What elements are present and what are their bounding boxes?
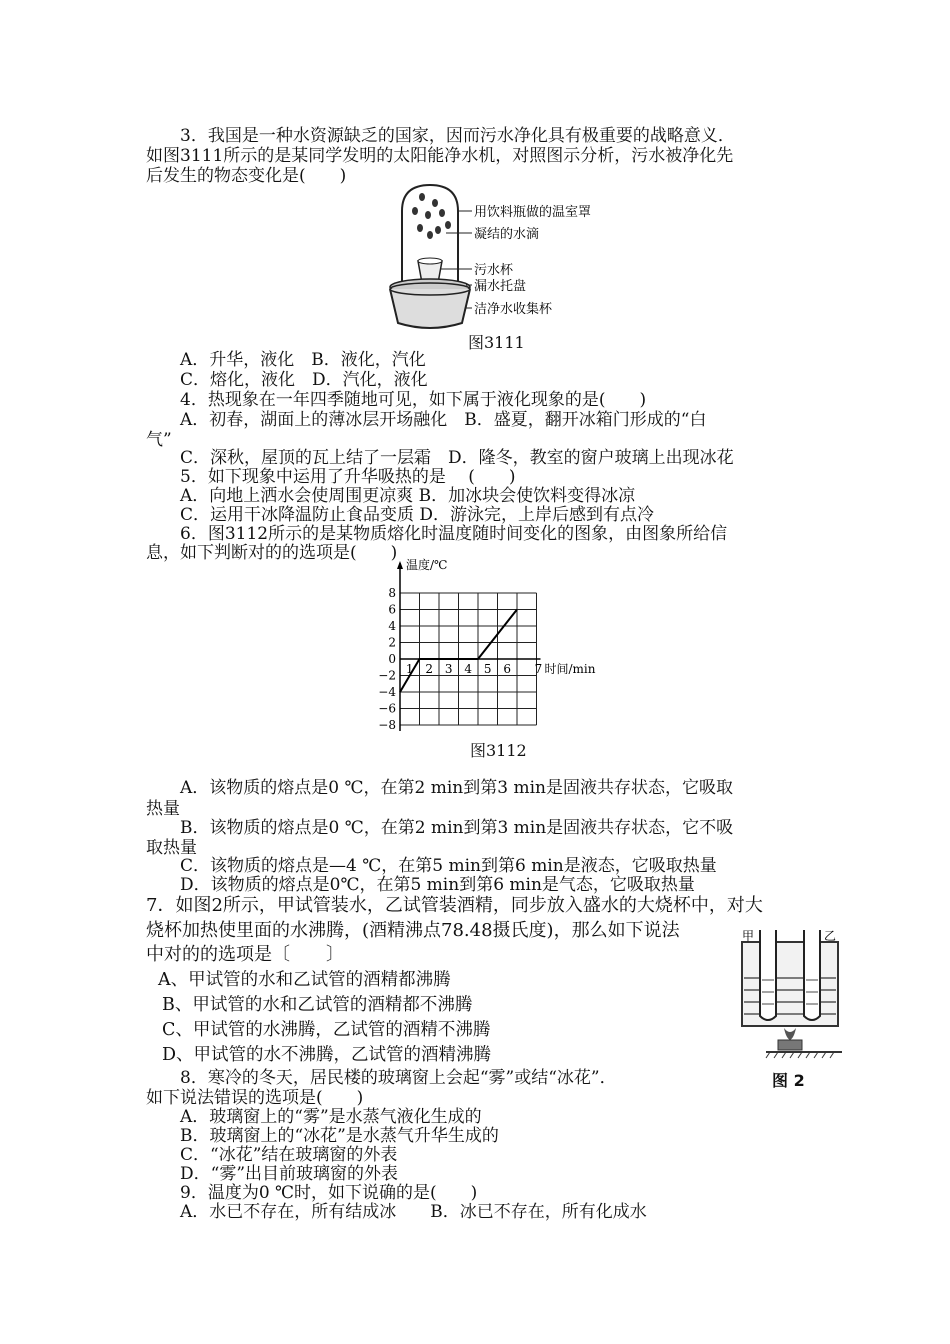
text-line: 中对的的选项是〔 〕 <box>146 944 344 965</box>
text-line: B、甲试管的水和乙试管的酒精都不沸腾 <box>162 995 473 1015</box>
burner <box>778 1040 802 1050</box>
label-greenhouse-cover: 用饮料瓶做的温室罩 <box>474 205 592 220</box>
text-line: 如图3111所示的是某同学发明的太阳能净水机，对照图示分析，污水被净化先 <box>146 146 734 166</box>
x-tick-label: 7 <box>534 662 543 676</box>
text-line: 6．图3112所示的是某物质熔化时温度随时间变化的图象，由图象所给信 <box>180 524 728 544</box>
y-tick-label: −8 <box>378 718 396 732</box>
label-water-droplets: 凝结的水滴 <box>474 227 540 242</box>
figure-3111 <box>380 183 610 348</box>
y-axis-title: 温度/℃ <box>406 558 448 572</box>
text-line: A．向地上洒水会使周围更凉爽 B．加冰块会使饮料变得冰凉 <box>180 486 636 506</box>
figure-2-caption: 图 2 <box>772 1071 805 1090</box>
figure-3112 <box>360 555 620 745</box>
text-line: 5．如下现象中运用了升华吸热的是 ( ) <box>180 467 516 487</box>
text-line: C．该物质的熔点是—4 ℃，在第5 min到第6 min是液态，它吸取热量 <box>180 856 717 876</box>
text-line: A．升华，液化 B．液化，汽化 <box>180 350 426 370</box>
text-line: 3．我国是一种水资源缺乏的国家，因而污水净化具有极重要的战略意义． <box>180 126 735 146</box>
x-tick-label: 3 <box>444 662 453 676</box>
x-tick-label: 1 <box>405 662 414 676</box>
y-tick-label: −4 <box>378 685 396 699</box>
text-line: A．该物质的熔点是0 ℃，在第2 min到第3 min是固液共存状态，它吸取 <box>180 778 733 798</box>
figure-2 <box>738 928 848 1063</box>
tube-jia <box>760 930 776 1020</box>
x-axis-title: 时间/min <box>544 662 596 676</box>
tube-yi <box>804 930 820 1020</box>
x-tick-label: 4 <box>464 662 473 676</box>
text-line: 8．寒冷的冬天，居民楼的玻璃窗上会起“雾”或结“冰花”． <box>180 1068 617 1088</box>
text-line: 后发生的物态变化是( ) <box>146 166 347 186</box>
figure-3112-caption: 图3112 <box>470 741 527 760</box>
text-line: D、甲试管的水不沸腾，乙试管的酒精沸腾 <box>162 1045 492 1065</box>
text-line: 息，如下判断对的的选项是( ) <box>146 543 398 563</box>
label-clean-water-cup: 洁净水收集杯 <box>474 302 553 317</box>
text-line: D．“雾”出目前玻璃窗的外表 <box>180 1164 399 1184</box>
y-tick-label: 8 <box>388 586 396 600</box>
text-line: 热量 <box>146 799 180 819</box>
text-line: C．运用干冰降温防止食品变质 D．游泳完，上岸后感到有点冷 <box>180 505 655 525</box>
text-line: A．玻璃窗上的“雾”是水蒸气液化生成的 <box>180 1107 482 1127</box>
text-line: 如下说法错误的选项是( ) <box>146 1088 364 1108</box>
test-tubes-diagram <box>738 928 848 1063</box>
solar-purifier-diagram <box>380 183 610 348</box>
label-dirty-water-cup: 污水杯 <box>474 263 514 278</box>
text-line: C．深秋，屋顶的瓦上结了一层霜 D．隆冬，教室的窗户玻璃上出现冰花 <box>180 448 734 468</box>
x-tick-label: 6 <box>503 662 512 676</box>
text-line: C、甲试管的水沸腾，乙试管的酒精不沸腾 <box>162 1020 491 1040</box>
y-tick-label: −6 <box>378 701 396 716</box>
burner-flame <box>784 1028 796 1040</box>
text-line: 7．如图2所示，甲试管装水，乙试管装酒精，同步放入盛水的大烧杯中，对大 <box>146 895 763 916</box>
y-tick-label: 0 <box>388 652 396 666</box>
label-yi: 乙 <box>824 929 837 943</box>
y-axis-arrow <box>397 561 403 569</box>
text-line: B．玻璃窗上的“冰花”是水蒸气升华生成的 <box>180 1126 499 1146</box>
text-line: 4．热现象在一年四季随地可见，如下属于液化现象的是( ) <box>180 390 647 410</box>
text-line: 气” <box>146 430 172 450</box>
y-tick-label: 6 <box>388 602 396 617</box>
water-droplets <box>412 193 451 239</box>
text-line: D．该物质的熔点是0℃，在第5 min到第6 min是气态，它吸取热量 <box>180 875 695 895</box>
y-tick-label: 4 <box>388 619 396 633</box>
text-line: 烧杯加热使里面的水沸腾，(酒精沸点78.48摄氏度)，那么如下说法 <box>146 920 680 941</box>
x-tick-label: 5 <box>483 662 492 676</box>
text-line: C．“冰花”结在玻璃窗的外表 <box>180 1145 398 1165</box>
x-tick-label: 2 <box>425 662 434 676</box>
label-jia: 甲 <box>742 929 755 943</box>
text-line: A．初春，湖面上的薄冰层开场融化 B．盛夏，翻开冰箱门形成的“白 <box>180 410 707 430</box>
text-line: C．熔化，液化 D．汽化，液化 <box>180 370 428 390</box>
text-line: A．水已不存在，所有结成冰 B．冰已不存在，所有化成水 <box>180 1202 647 1222</box>
text-line: 取热量 <box>146 838 197 858</box>
text-line: 9．温度为0 ℃时，如下说确的是( ) <box>180 1183 478 1203</box>
text-line: A、甲试管的水和乙试管的酒精都沸腾 <box>158 970 451 990</box>
y-tick-label: −2 <box>378 668 396 683</box>
label-drip-tray: 漏水托盘 <box>474 279 527 294</box>
figure-3111-caption: 图3111 <box>468 333 525 352</box>
y-tick-label: 2 <box>388 635 396 650</box>
text-line: B．该物质的熔点是0 ℃，在第2 min到第3 min是固液共存状态，它不吸 <box>180 818 734 838</box>
melting-curve-chart <box>360 555 620 745</box>
